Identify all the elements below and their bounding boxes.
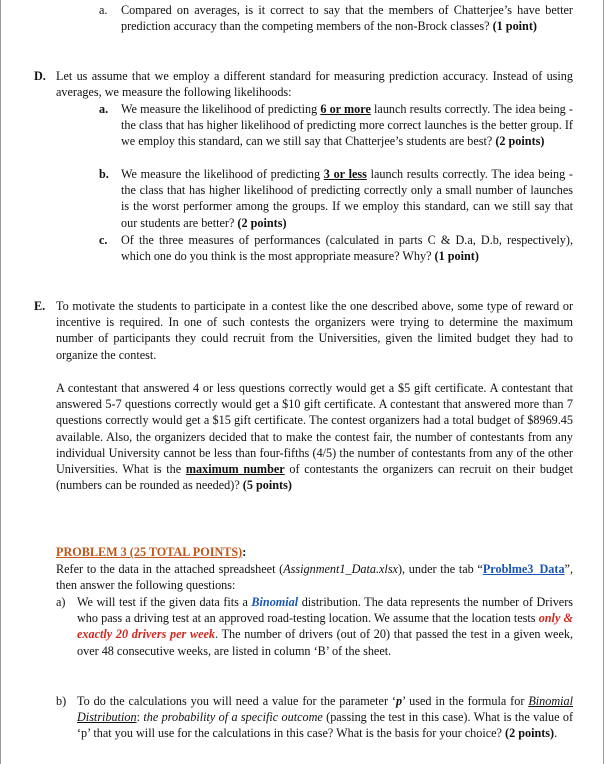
problem3-intro <box>56 561 573 593</box>
section-d-label: D. <box>34 69 46 83</box>
p3-item-b-points: (2 points) <box>505 726 555 741</box>
section-e-para2-pre: A contestant that answered 4 or less questions correctly would get a $5 gift certificate. A contestant that answered 5-7 questions correctly would get a $10 gift certificate. A contestant that answered more than 7 questions correctly would get a $15 gift certificate. The contest organizers had a total budget of $8969.45 available. Also, the organizers decided that to make the contest fair, the number of contestants from any individual University cannot be less than four-fifths (4/5) the number of contestants from any of the other Universities. What is the <box>56 381 573 477</box>
d-item-c-body: Of the three measures of performances (calculated in parts C & D.a, D.b, respectively), which one do you think is the most appropriate measure? Why? <box>121 233 573 264</box>
d-item-c-points: (1 point) <box>434 249 479 264</box>
p3-item-a-text <box>77 594 573 659</box>
d-item-a-pre: We measure the likelihood of predicting <box>121 102 321 116</box>
problem3-heading-colon: : <box>242 545 247 559</box>
section-e-para2-post: of contestants the organizers can recruit on their budget (numbers can be rounded as needed)? <box>56 462 573 493</box>
c-item-a-text <box>121 2 573 34</box>
d-item-b-label: b. <box>99 167 109 181</box>
d-item-b-points: (2 points) <box>237 215 287 230</box>
section-d-intro: Let us assume that we employ a different standard for measuring prediction accuracy. Instead of using averages, we measure the following likelihoods: <box>56 69 573 100</box>
p3-item-a-pre: We will test if the given data fits a <box>77 595 252 609</box>
section-e-points: (5 points) <box>242 478 292 493</box>
p3-item-b-label: b) <box>56 694 67 708</box>
d-item-a-emph: 6 or more <box>320 102 371 116</box>
p3-item-b-p: p <box>396 694 403 708</box>
d-item-a-label: a. <box>99 102 109 116</box>
d-item-a-post: launch results correctly. The idea being - the class that has higher likelihood of predicting more correct launches is the better group. If we employ this standard, can we still say that Chatterjee’s students are best? <box>121 102 573 149</box>
c-item-a-body: Compared on averages, is it correct to say that the members of Chatterjee’s have better prediction accuracy than the competing members of the non-Brock classes? <box>121 3 573 34</box>
d-item-b-post: launch results correctly. The idea being - the class that has higher likelihood of predicting correctly only a small number of launches is the worst performer among the groups. If we employ this standard, can we still say that our students are better? <box>121 167 573 230</box>
d-item-c-text <box>121 232 573 264</box>
p3-item-a-mid: distribution. The data represents the number of Drivers who pass a driving test at an approved road-testing location. We assume that the location tests <box>77 595 574 626</box>
problem3-tab-name: Problme3_Data <box>482 562 565 576</box>
p3-item-b-end: . <box>554 726 558 741</box>
p3-item-a-dist: Binomial <box>251 595 299 609</box>
section-e-para2 <box>56 380 573 493</box>
p3-item-b-mid: ’ used in the formula for <box>402 694 529 708</box>
problem3-intro-mid: ), under the tab “ <box>397 562 483 576</box>
problem3-intro-post: ”, then answer the following questions: <box>56 562 574 593</box>
section-e-para1: To motivate the students to participate in a contest like the one described above, some type of reward or incentive is required. In one of such contests the organizers were trying to determine the maximum number of participants they could recruit from the Universities, given the limited budget they had to organize the contest. <box>56 299 573 362</box>
section-e-max-number: maximum number <box>185 462 285 477</box>
d-item-b-text <box>121 166 573 231</box>
problem3-intro-pre: Refer to the data in the attached spreadsheet ( <box>56 562 284 576</box>
d-item-c-label: c. <box>99 233 108 247</box>
p3-item-b-post: (passing the test in this case). What is the value of ‘p’ that you will use for the calculations in this case? What is the basis for your choice? <box>77 710 574 741</box>
p3-item-b-pre: To do the calculations you will need a value for the parameter ‘ <box>77 694 396 708</box>
problem3-file-name: Assignment1_Data.xlsx <box>283 562 398 576</box>
d-item-b-pre: We measure the likelihood of predicting <box>121 167 324 181</box>
section-e-label: E. <box>34 299 46 313</box>
d-item-a-points: (2 points) <box>495 134 545 149</box>
problem3-heading: PROBLEM 3 (25 TOTAL POINTS) <box>56 545 243 559</box>
problem3-heading-line <box>56 544 573 560</box>
p3-item-a-post: . The number of drivers (out of 20) that passed the test in a given week, over 48 consecutive weeks, are listed in column ‘B’ of the sheet. <box>77 627 573 658</box>
p3-item-b-mid2: : <box>136 710 144 725</box>
p3-item-a-label: a) <box>56 595 66 609</box>
c-item-a-label: a. <box>99 3 108 17</box>
p3-item-a-red: only & exactly 20 drivers per week <box>77 611 573 642</box>
p3-item-b-def: the probability of a specific outcome <box>143 710 323 725</box>
c-item-a-points: (1 point) <box>492 19 537 34</box>
d-item-a-text <box>121 101 573 150</box>
p3-item-b-text <box>77 693 573 742</box>
p3-item-b-dist: Binomial Distribution <box>77 694 573 725</box>
d-item-b-emph: 3 or less <box>323 167 367 181</box>
